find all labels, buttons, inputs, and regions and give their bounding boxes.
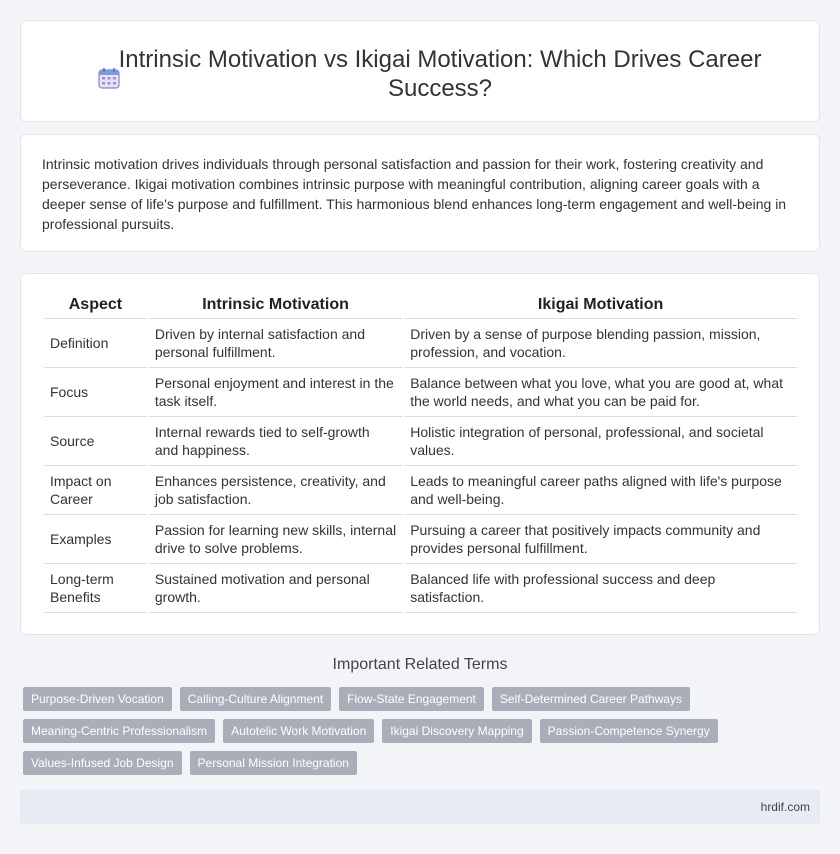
related-term-tag[interactable]: Ikigai Discovery Mapping	[382, 719, 531, 743]
table-row	[44, 368, 797, 417]
page-title: Intrinsic Motivation vs Ikigai Motivation: Which Drives Career Success?	[118, 46, 762, 102]
comparison-table	[42, 292, 799, 613]
aspect-cell: Long-term Benefits	[44, 564, 147, 613]
related-term-tag[interactable]: Self-Determined Career Pathways	[492, 687, 690, 711]
table-row	[44, 564, 797, 613]
footer	[20, 790, 820, 824]
table-row	[44, 466, 797, 515]
header-ikigai: Ikigai Motivation	[404, 292, 797, 319]
ikigai-cell: Leads to meaningful career paths aligned with life's purpose and well-being.	[404, 466, 797, 515]
related-term-tag[interactable]: Autotelic Work Motivation	[223, 719, 374, 743]
tag-row	[23, 719, 823, 743]
related-term-tag[interactable]: Calling-Culture Alignment	[180, 687, 331, 711]
ikigai-cell: Balanced life with professional success and deep satisfaction.	[404, 564, 797, 613]
table-header-row	[44, 292, 797, 319]
table-row	[44, 319, 797, 368]
tag-row	[23, 687, 823, 711]
related-term-tag[interactable]: Meaning-Centric Professionalism	[23, 719, 215, 743]
ikigai-cell: Driven by a sense of purpose blending passion, mission, profession, and vocation.	[404, 319, 797, 368]
header-intrinsic: Intrinsic Motivation	[149, 292, 402, 319]
intrinsic-cell: Enhances persistence, creativity, and job satisfaction.	[149, 466, 402, 515]
intro-card	[20, 134, 820, 252]
related-terms-list	[23, 687, 823, 783]
header-card	[20, 20, 820, 122]
ikigai-cell: Balance between what you love, what you are good at, what the world needs, and what you can be paid for.	[404, 368, 797, 417]
intrinsic-cell: Sustained motivation and personal growth.	[149, 564, 402, 613]
footer-site[interactable]: hrdif.com	[760, 800, 810, 814]
comparison-card	[20, 273, 820, 635]
related-term-tag[interactable]: Flow-State Engagement	[339, 687, 484, 711]
related-term-tag[interactable]: Values-Infused Job Design	[23, 751, 182, 775]
intro-paragraph: Intrinsic motivation drives individuals through personal satisfaction and passion for their work, fostering creativity and perseverance. Ikigai motivation combines intrinsic purpose with meaningful contribution, aligning career goals with a deeper sense of life's purpose and fulfillment. This harmonious blend enhances long-term engagement and well-being in professional pursuits.	[42, 156, 787, 232]
intrinsic-cell: Personal enjoyment and interest in the task itself.	[149, 368, 402, 417]
related-terms-title: Important Related Terms	[332, 656, 508, 673]
header-aspect: Aspect	[44, 292, 147, 319]
table-row	[44, 417, 797, 466]
ikigai-cell: Holistic integration of personal, professional, and societal values.	[404, 417, 797, 466]
tag-row	[23, 751, 823, 775]
aspect-cell: Focus	[44, 368, 147, 417]
aspect-cell: Impact on Career	[44, 466, 147, 515]
intrinsic-cell: Internal rewards tied to self-growth and happiness.	[149, 417, 402, 466]
intrinsic-cell: Passion for learning new skills, internal drive to solve problems.	[149, 515, 402, 564]
aspect-cell: Source	[44, 417, 147, 466]
table-row	[44, 515, 797, 564]
related-term-tag[interactable]: Passion-Competence Synergy	[540, 719, 718, 743]
aspect-cell: Examples	[44, 515, 147, 564]
intrinsic-cell: Driven by internal satisfaction and personal fulfillment.	[149, 319, 402, 368]
aspect-cell: Definition	[44, 319, 147, 368]
related-term-tag[interactable]: Purpose-Driven Vocation	[23, 687, 172, 711]
related-term-tag[interactable]: Personal Mission Integration	[190, 751, 357, 775]
ikigai-cell: Pursuing a career that positively impacts community and provides personal fulfillment.	[404, 515, 797, 564]
